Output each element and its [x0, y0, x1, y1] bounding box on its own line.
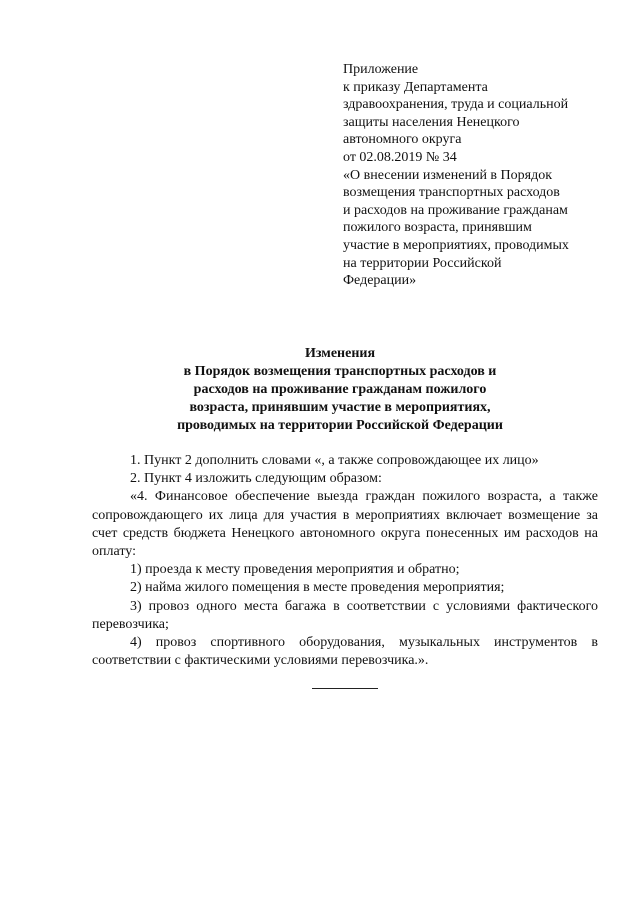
title-line: возраста, принявшим участие в мероприятиях, [189, 400, 491, 415]
appendix-line: к приказу Департамента [343, 79, 488, 95]
appendix-line: автономного округа [343, 132, 462, 148]
appendix-line: от 02.08.2019 № 34 [343, 149, 457, 165]
appendix-line: защиты населения Ненецкого [343, 114, 520, 130]
document-body [92, 452, 598, 670]
appendix-line: и расходов на проживание гражданам [343, 202, 568, 218]
paragraph-2: 2. Пункт 4 изложить следующим образом: [130, 471, 382, 487]
list-item-1: 1) проезда к месту проведения мероприятия и обратно; [130, 562, 460, 578]
paragraph-1: 1. Пункт 2 дополнить словами «, а также сопровождающее их лицо» [130, 453, 539, 468]
appendix-line: участие в мероприятиях, проводимых [343, 237, 569, 253]
title-line: проводимых на территории Российской Федерации [177, 418, 503, 433]
closing-divider [312, 688, 378, 689]
title-line: Изменения [304, 346, 376, 361]
appendix-line: пожилого возраста, принявшим [343, 220, 532, 236]
title-line: в Порядок возмещения транспортных расходов и [183, 364, 497, 379]
list-item-4: 4) провоз спортивного оборудования, музыкальных инструментов в соответствии с фактическими условиями перевозчика.». [92, 635, 598, 669]
list-item-2: 2) найма жилого помещения в месте проведения мероприятия; [130, 580, 505, 596]
appendix-line: Федерации» [343, 273, 417, 289]
appendix-line: возмещения транспортных расходов [343, 185, 560, 201]
document-title [120, 345, 560, 435]
appendix-line: «О внесении изменений в Порядок [343, 167, 553, 183]
appendix-line: Приложение [343, 62, 419, 77]
paragraph-3: «4. Финансовое обеспечение выезда граждан пожилого возраста, а также сопровождающего их лица для участия в мероприятиях включает возмещение за счет средств бюджета Ненецкого автономного округа понесенных им расходов на оплату: [92, 489, 598, 560]
list-item-3: 3) провоз одного места багажа в соответствии с условиями фактического перевозчика; [92, 598, 598, 632]
title-line: расходов на проживание гражданам пожилого [193, 382, 487, 397]
appendix-line: на территории Российской [343, 255, 502, 271]
appendix-line: здравоохранения, труда и социальной [343, 97, 569, 113]
appendix-header [343, 61, 613, 290]
